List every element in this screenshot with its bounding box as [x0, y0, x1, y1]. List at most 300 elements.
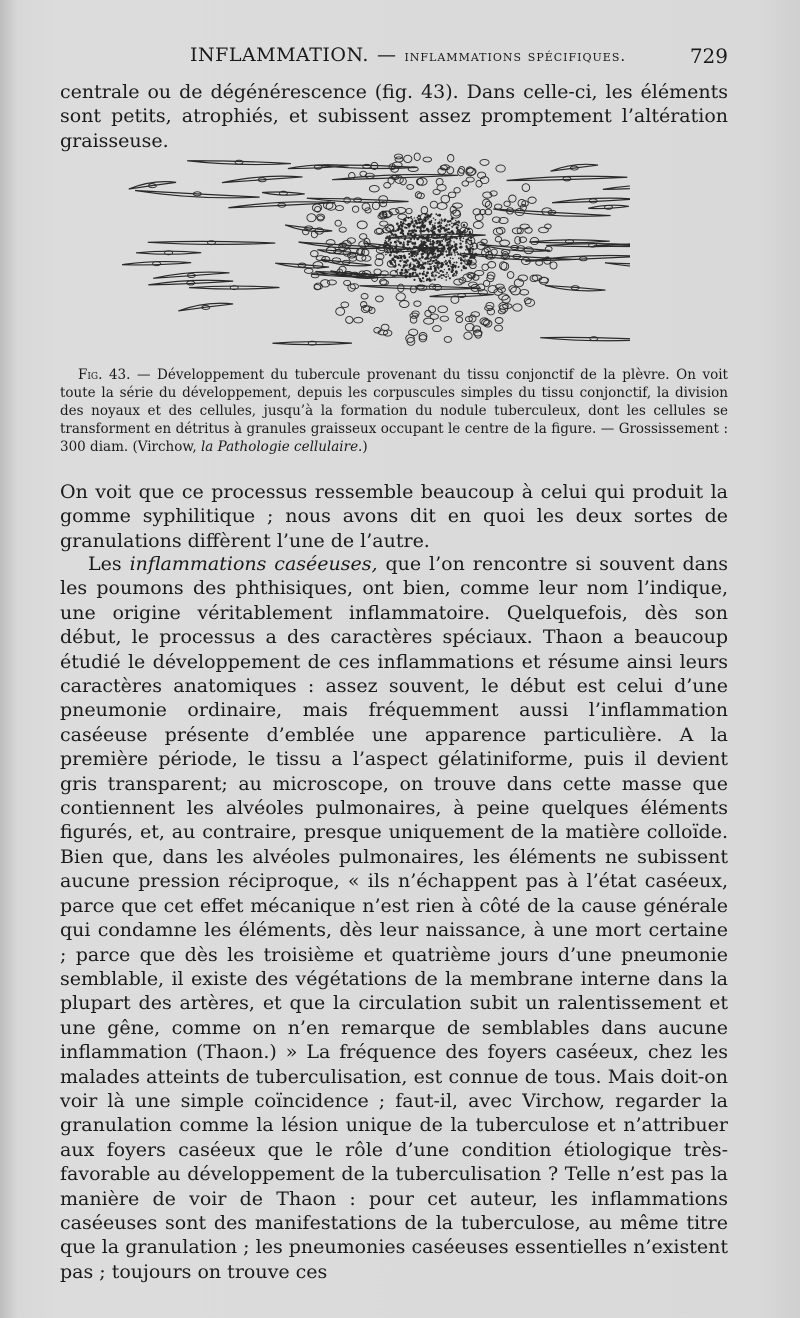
granule [408, 253, 410, 255]
granule [439, 242, 441, 244]
granule [441, 218, 443, 220]
granule [387, 251, 389, 253]
granule [441, 263, 443, 265]
granule [462, 241, 464, 243]
granule [391, 247, 393, 249]
granule [469, 263, 470, 264]
granule [424, 274, 425, 275]
granule [454, 252, 456, 254]
granule [398, 238, 400, 240]
granule [447, 262, 448, 263]
round-cell [336, 206, 344, 211]
granule [385, 240, 386, 241]
granule [422, 277, 424, 279]
granule [451, 270, 454, 273]
round-cell [525, 299, 534, 306]
granule [445, 276, 447, 278]
granule [469, 240, 471, 242]
granule [433, 217, 435, 219]
round-cell [483, 199, 491, 206]
round-cell [414, 301, 421, 306]
granule [453, 241, 455, 243]
round-cell [444, 336, 451, 342]
granule [458, 266, 460, 268]
granule [457, 253, 459, 255]
granule [385, 241, 387, 243]
round-cell [341, 302, 349, 308]
granule [430, 241, 431, 242]
granule [398, 251, 400, 253]
granule [434, 262, 436, 264]
granule [417, 217, 419, 219]
granule [408, 226, 410, 228]
round-cell [482, 264, 489, 270]
granule [441, 236, 442, 237]
granule [406, 259, 409, 262]
figure-caption-source: la Pathologie cellulaire. [200, 439, 363, 455]
granule [460, 257, 462, 259]
granule [434, 278, 436, 280]
round-cell [480, 159, 489, 165]
connective-fiber [262, 192, 305, 195]
intro-paragraph [60, 80, 728, 153]
round-cell [311, 251, 319, 257]
round-cell [495, 325, 503, 331]
granule [404, 235, 405, 236]
intro-paragraph-text: centrale ou de dégénérescence (fig. 43). Dans celle-ci, les éléments sont petits, atrophiés, et subissent assez promptement l’altération graisseuse. [60, 81, 728, 152]
granule [396, 240, 397, 241]
granule [437, 261, 439, 263]
granule [434, 268, 436, 270]
granule [447, 220, 450, 223]
granule [438, 272, 440, 274]
granule [416, 253, 419, 256]
round-cell [409, 329, 418, 336]
granule [401, 269, 404, 272]
granule [449, 277, 451, 279]
round-cell [404, 155, 412, 162]
granule [412, 264, 413, 265]
granule [416, 226, 419, 229]
round-cell [495, 318, 503, 324]
granule [459, 243, 461, 245]
round-cell [448, 155, 454, 162]
granule [431, 274, 434, 277]
granule [446, 255, 448, 257]
granule [427, 234, 430, 237]
granule [410, 241, 412, 243]
granule [417, 247, 419, 249]
granule [449, 260, 450, 261]
granule [445, 260, 447, 262]
granule [445, 228, 448, 231]
round-cell [396, 207, 406, 213]
round-cell [433, 326, 442, 332]
granule [451, 268, 453, 270]
granule [445, 234, 448, 237]
granule [464, 255, 467, 258]
granule [445, 250, 447, 252]
round-cell [524, 247, 533, 254]
granule [441, 220, 442, 221]
granule [470, 260, 473, 263]
granule [474, 253, 477, 256]
round-cell [357, 221, 367, 229]
granule [423, 271, 425, 273]
granule [451, 233, 452, 234]
round-cell [520, 290, 529, 295]
granule [383, 245, 386, 248]
round-cell [500, 240, 510, 246]
granule [472, 253, 473, 254]
round-cell [354, 317, 363, 323]
granule [402, 246, 403, 247]
granule [414, 238, 416, 240]
paragraph-2 [60, 480, 728, 553]
round-cell [502, 295, 510, 303]
paragraph-3-lead: Les [88, 553, 122, 575]
round-cell [407, 337, 415, 345]
round-cell [475, 330, 482, 338]
round-cell [419, 335, 427, 342]
round-cell [473, 221, 483, 228]
granule [393, 258, 394, 259]
granule [452, 226, 454, 228]
granule [403, 255, 405, 257]
granule [423, 222, 424, 223]
granule [390, 263, 391, 264]
granule [400, 221, 402, 223]
granule [429, 250, 430, 251]
granule [414, 217, 415, 218]
granule [427, 261, 429, 263]
granule [429, 239, 431, 241]
granule [443, 227, 446, 230]
granule [449, 224, 451, 226]
granule [407, 243, 410, 246]
granule [426, 249, 428, 251]
granule [400, 232, 403, 235]
granule [418, 221, 421, 224]
connective-fiber [148, 241, 276, 244]
granule [450, 244, 452, 246]
granule [424, 238, 426, 240]
round-cell [495, 204, 502, 209]
round-cell [430, 201, 437, 208]
running-header [60, 44, 728, 76]
granule [443, 239, 444, 240]
granule [426, 251, 428, 253]
granule [403, 272, 405, 274]
round-cell [364, 238, 370, 246]
granule [409, 223, 412, 226]
granule [430, 230, 432, 232]
granule [418, 264, 421, 267]
granule [419, 258, 421, 260]
granule [412, 272, 414, 274]
granule [472, 235, 474, 237]
granule [441, 270, 443, 272]
granule [406, 237, 407, 238]
granule [422, 262, 423, 263]
granule [447, 231, 449, 233]
granule [412, 236, 414, 238]
granule [404, 238, 406, 240]
granule [388, 238, 391, 241]
round-cell [507, 272, 514, 279]
granule [437, 249, 439, 251]
granule [453, 225, 454, 226]
paragraph-3-term: inflammations caséeuses, [129, 553, 378, 575]
figure-label: Fig. 43. [78, 367, 131, 383]
granule [470, 237, 472, 239]
granule [421, 266, 423, 268]
granule [450, 253, 453, 256]
granule [440, 227, 443, 230]
round-cell [437, 203, 447, 210]
figure-caption-end: ) [362, 439, 368, 455]
granule [471, 247, 473, 249]
granule [395, 270, 398, 273]
granule [415, 258, 418, 261]
granule [402, 223, 404, 225]
granule [389, 245, 392, 248]
granule [431, 222, 432, 223]
granule [398, 236, 399, 237]
granule [438, 277, 439, 278]
granule [454, 249, 456, 251]
round-cell [487, 275, 494, 282]
granule [464, 252, 465, 253]
granule [396, 249, 397, 250]
granule [455, 265, 457, 267]
granule [442, 245, 445, 248]
granule [445, 225, 447, 227]
granule [436, 271, 438, 273]
granule [411, 251, 414, 254]
round-cell [363, 306, 372, 311]
granule [438, 244, 440, 246]
granule [416, 263, 417, 264]
granule [414, 230, 416, 232]
round-cell [425, 310, 431, 316]
header-subtitle: inflammations spécifiques. [404, 47, 627, 65]
round-cell [454, 279, 463, 285]
granule [451, 245, 454, 248]
granule [419, 273, 421, 275]
granule [386, 243, 389, 246]
granule [422, 236, 424, 238]
granule [422, 230, 425, 233]
connective-fiber [272, 342, 351, 345]
granule [441, 265, 443, 267]
granule [468, 251, 470, 253]
granule [413, 279, 415, 281]
connective-fiber [603, 185, 630, 190]
granule [417, 261, 420, 264]
granule [386, 236, 388, 238]
granule [425, 242, 427, 244]
granule [427, 254, 430, 257]
granule [420, 260, 421, 261]
granule [395, 230, 397, 232]
round-cell [400, 301, 410, 308]
granule [471, 242, 473, 244]
paragraph-2-text: On voit que ce processus ressemble beaucoup à celui qui produit la gomme syphilitique ; nous avons dit en quoi les deux sortes de granulations diffèrent l’une de l’autre. [60, 481, 728, 552]
round-cell [410, 316, 417, 323]
granule [409, 267, 410, 268]
granule [409, 276, 411, 278]
granule [414, 256, 415, 257]
round-cell [381, 324, 389, 330]
granule [458, 231, 461, 234]
granule [467, 228, 469, 230]
round-cell [380, 221, 388, 226]
connective-fiber [540, 337, 630, 340]
round-cell [454, 188, 460, 193]
header-dash: — [376, 44, 397, 66]
granule [451, 217, 454, 220]
granule [448, 232, 450, 234]
granule [465, 239, 467, 241]
granule [432, 226, 435, 229]
granule [438, 237, 440, 239]
granule [445, 238, 448, 241]
granule [458, 257, 460, 259]
connective-fiber [529, 240, 610, 243]
granule [402, 243, 405, 246]
granule [441, 222, 443, 224]
granule [429, 263, 431, 265]
granule [426, 217, 428, 219]
granule [429, 214, 431, 216]
granule [389, 251, 391, 253]
granule [440, 237, 442, 239]
granule [465, 245, 467, 247]
round-cell [476, 180, 482, 187]
granule [414, 220, 417, 223]
round-cell [440, 316, 448, 321]
granule [434, 222, 436, 224]
round-cell [509, 195, 516, 202]
granule [417, 218, 420, 221]
granule [400, 236, 402, 238]
granule [394, 260, 396, 262]
granule [445, 233, 446, 234]
granule [459, 254, 461, 256]
round-cell [406, 208, 412, 213]
granule [450, 257, 451, 258]
round-cell [513, 304, 522, 311]
granule [405, 274, 408, 277]
granule [460, 246, 463, 249]
granule [421, 223, 424, 226]
granule [452, 258, 454, 260]
granule [432, 233, 435, 236]
granule [401, 229, 403, 231]
granule [426, 246, 428, 248]
granule [396, 244, 398, 246]
granule [424, 219, 426, 221]
granule [429, 268, 432, 271]
round-cell [448, 192, 456, 198]
round-cell [335, 220, 341, 226]
figure-caption [60, 366, 728, 456]
granule [464, 259, 465, 260]
granule [442, 241, 443, 242]
granule [409, 264, 412, 267]
granule [437, 226, 439, 228]
granule [472, 251, 474, 253]
round-cell [398, 214, 407, 219]
granule [467, 261, 468, 262]
granule [392, 229, 395, 232]
round-cell [462, 181, 469, 186]
granule [400, 255, 402, 257]
granule [455, 270, 458, 273]
granule [445, 279, 447, 281]
round-cell [349, 256, 357, 261]
granule [449, 236, 451, 238]
granule [448, 268, 451, 271]
round-cell [304, 268, 313, 273]
granule [446, 242, 448, 244]
granule [448, 276, 449, 277]
granule [438, 230, 441, 233]
granule [464, 230, 466, 232]
granule [429, 277, 431, 279]
granule [398, 264, 400, 266]
granule [431, 228, 432, 229]
granule [419, 251, 420, 252]
granule [385, 254, 387, 256]
granule [410, 238, 412, 240]
granule [423, 281, 424, 282]
granule [465, 242, 467, 244]
granule [397, 249, 398, 250]
granule [432, 279, 433, 280]
granule [410, 254, 413, 257]
granule [460, 240, 462, 242]
granule [412, 259, 414, 261]
granule [447, 265, 449, 267]
granule [389, 254, 392, 257]
granule [410, 262, 411, 263]
granule [456, 221, 458, 223]
round-cell [496, 165, 505, 172]
granule [390, 242, 392, 244]
granule [448, 250, 450, 252]
granule [448, 238, 450, 240]
granule [429, 243, 431, 245]
granule [409, 273, 412, 276]
granule [444, 257, 446, 259]
granule [425, 214, 427, 216]
round-cell [369, 185, 379, 192]
granule [407, 232, 410, 235]
granule [451, 230, 454, 233]
round-cell [361, 294, 368, 300]
granule [463, 237, 465, 239]
granule [432, 271, 434, 273]
tubercle-illustration [110, 148, 630, 360]
round-cell [485, 201, 491, 208]
paragraph-3-text: que l’on rencontre si souvent dans les poumons des phthisiques, ont bien, comme leur nom l’indique, une origine véritablement inflammatoire. Quelquefois, dès son début, le processus a des caractères spéciaux. Thaon a beaucoup étudié le développement de ces inflammations et résume ainsi leurs caractères anatomiques : assez souvent, le début est celui d’une pneumonie ordinaire, mais fréquemment aussi l’inflammation caséeuse présente d’emblée une apparence particulière. A la première période, le tissu a l’aspect gélatiniforme, puis il devient gris transparent; au microscope, on trouve dans cette masse que contiennent les alvéoles pulmonaires, à peine quelques éléments figurés, et, au contraire, presque uniquement de la matière colloïde. Bien que, dans les alvéoles pulmonaires, les éléments ne subissent aucune pression réciproque, « ils n’échappent pas à l’état caséeux, parce que cet effet mécanique n’est rien à côté de la cause générale qui condamne les éléments, dès leur naissance, à une mort certaine ; parce que dès les troisième et quatrième jours d’une pneumonie semblable, il existe des végétations de la membrane interne dans la plupart des artères, et que la circulation subit un ralentissement et une gêne, comme on n’en remarque de semblables dans aucune inflammation (Thaon.) » La fréquence des foyers caséeux, chez les malades atteints de tuberculisation, est connue de tous. Mais doit-on voir là une simple coïncidence ; faut-il, avec Virchow, regarder la granulation comme la lésion unique de la tuberculose et n’attribuer aux foyers caséeux que le rôle d’une condition étiologique très-favorable au développement de la tuberculisation ? Telle n’est pas la manière de voir de Thaon : pour cet auteur, les inflammations caséeuses sont des manifestations de la tuberculose, au même titre que la granulation ; les pneumonies caséeuses essentielles n’existent pas ; toujours on trouve ces [60, 553, 728, 1283]
granule [437, 255, 440, 258]
round-cell [414, 153, 420, 160]
round-cell [491, 249, 497, 255]
round-cell [522, 184, 530, 192]
